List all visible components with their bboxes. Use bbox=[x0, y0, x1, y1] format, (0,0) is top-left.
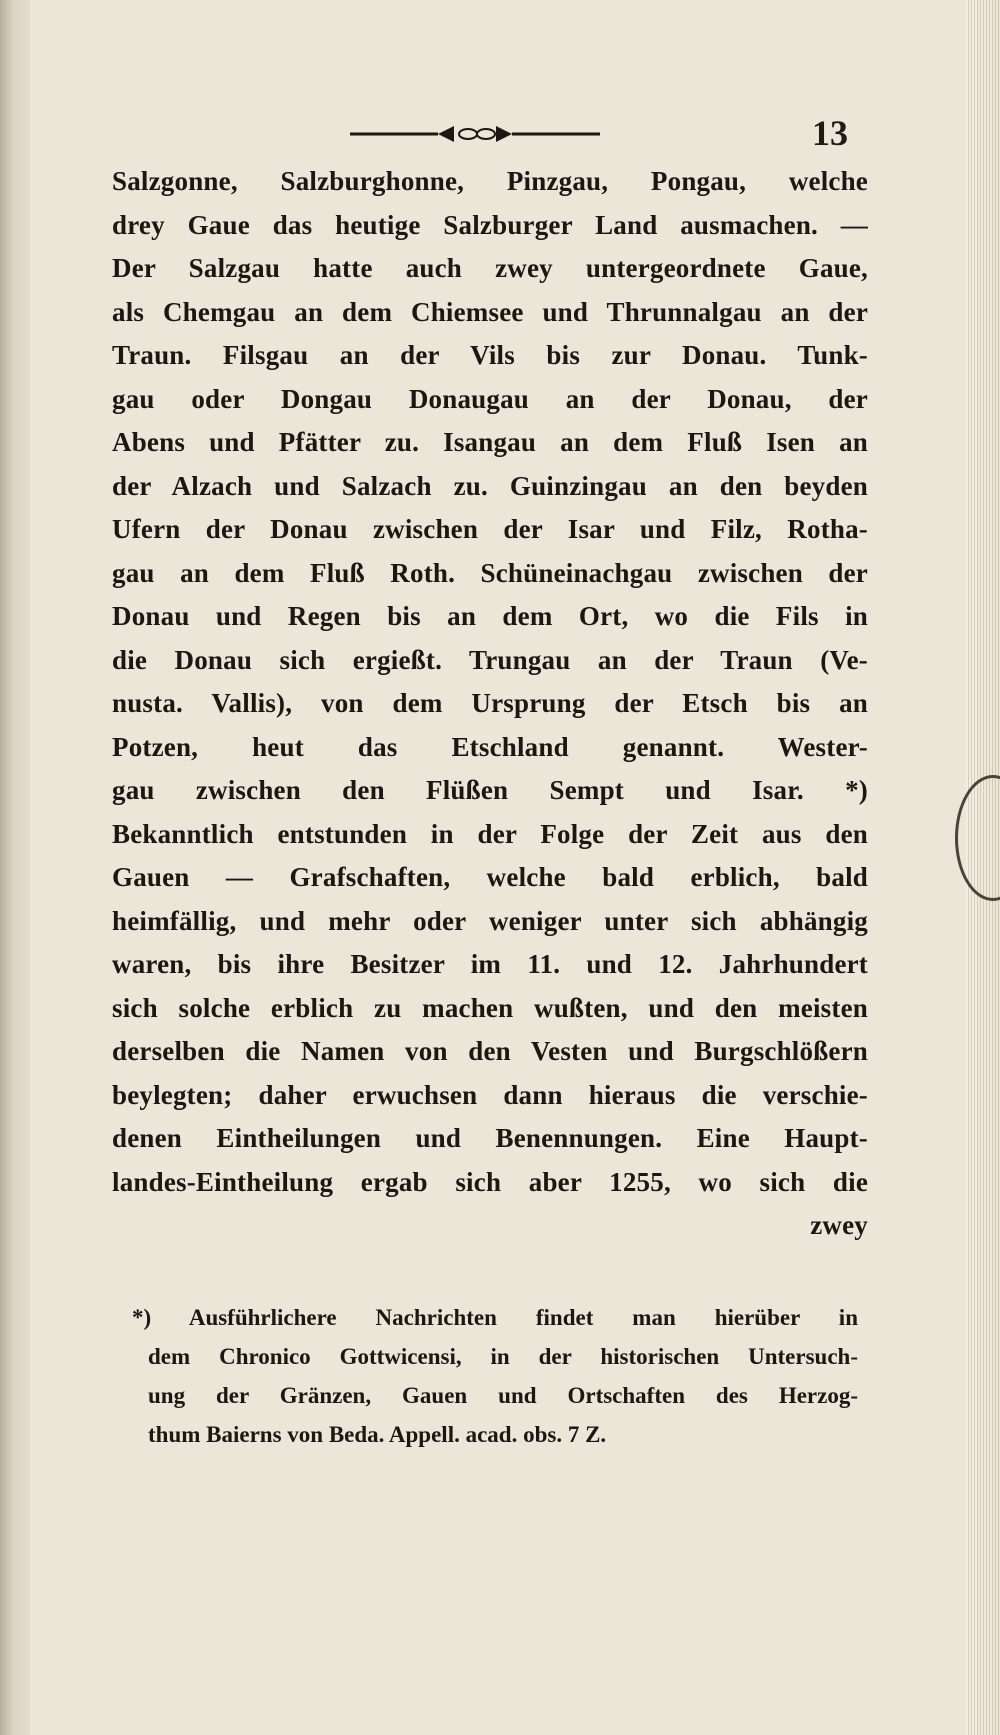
text-line: als Chemgau an dem Chiemsee und Thrunnalgau an der bbox=[112, 296, 868, 327]
text-line: nusta. Vallis), von dem Ursprung der Etsch bis an bbox=[112, 688, 868, 718]
footnote-line: ung der Gränzen, Gauen und Ortschaften des Herzog- bbox=[148, 1383, 858, 1408]
text-line: derselben die Namen von den Vesten und Burgschlößern bbox=[112, 1036, 868, 1066]
text-line: landes-Eintheilung ergab sich aber 1255, wo sich die bbox=[112, 1166, 868, 1197]
text-line: heimfällig, und mehr oder weniger unter sich abhängig bbox=[112, 905, 868, 936]
footnote-line: thum Baierns von Beda. Appell. acad. obs. 7 Z. bbox=[148, 1422, 607, 1447]
text-line: Ufern der Donau zwischen der Isar und Filz, Rotha- bbox=[112, 514, 868, 544]
text-line: Abens und Pfätter zu. Isangau an dem Fluß Isen an bbox=[112, 427, 868, 457]
text-line: gau an dem Fluß Roth. Schüneinachgau zwischen der bbox=[112, 557, 868, 588]
text-line: Donau und Regen bis an dem Ort, wo die Fils in bbox=[112, 601, 868, 631]
text-line: Potzen, heut das Etschland genannt. Wester- bbox=[112, 731, 868, 762]
text-line: Bekanntlich entstunden in der Folge der Zeit aus den bbox=[112, 818, 868, 849]
text-line: Der Salzgau hatte auch zwey untergeordnete Gaue, bbox=[112, 253, 868, 283]
page-number: 13 bbox=[812, 113, 848, 153]
text-line: waren, bis ihre Besitzer im 11. und 12. Jahrhundert bbox=[112, 949, 868, 979]
text-line: denen Eintheilungen und Benennungen. Eine Haupt- bbox=[112, 1123, 868, 1153]
body-text bbox=[112, 160, 868, 1248]
text-line: die Donau sich ergießt. Trungau an der Traun (Ve- bbox=[112, 644, 868, 675]
footnote-line: dem Chronico Gottwicensi, in der historischen Untersuch- bbox=[148, 1344, 858, 1369]
text-line: drey Gaue das heutige Salzburger Land ausmachen. — bbox=[112, 209, 868, 240]
ornament-rule bbox=[350, 120, 600, 148]
text-line: Salzgonne, Salzburghonne, Pinzgau, Pongau, welche bbox=[112, 166, 868, 196]
text-line: gau oder Dongau Donaugau an der Donau, der bbox=[112, 383, 868, 414]
text-line: beylegten; daher erwuchsen dann hieraus die verschie- bbox=[112, 1079, 868, 1110]
text-line: der Alzach und Salzach zu. Guinzingau an den beyden bbox=[112, 470, 868, 501]
text-line: Gauen — Grafschaften, welche bald erblich, bald bbox=[112, 862, 868, 892]
catchword: zwey bbox=[810, 1210, 868, 1240]
footnote-line: *) Ausführlichere Nachrichten findet man hierüber in bbox=[132, 1305, 858, 1330]
text-line: Traun. Filsgau an der Vils bis zur Donau. Tunk- bbox=[112, 340, 868, 370]
text-line: sich solche erblich zu machen wußten, und den meisten bbox=[112, 992, 868, 1023]
footnote bbox=[128, 1298, 858, 1454]
text-line: gau zwischen den Flüßen Sempt und Isar. *) bbox=[112, 775, 868, 805]
